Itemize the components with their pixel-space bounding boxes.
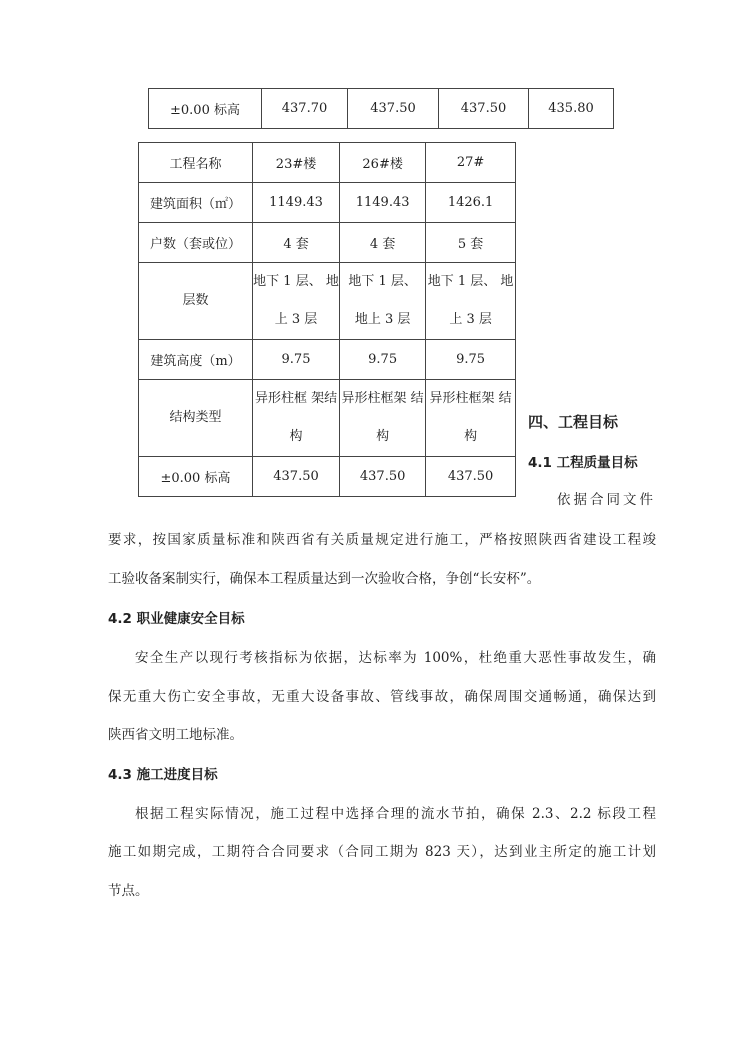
table-cell: 地下 1 层、 地上 3 层 bbox=[340, 263, 426, 340]
paragraph-line: 依据合同文件 bbox=[557, 492, 656, 508]
table-cell: 435.80 bbox=[529, 89, 614, 129]
table-cell: 437.70 bbox=[262, 89, 348, 129]
table-cell: 建筑面积（㎡） bbox=[139, 183, 253, 223]
table-cell: 437.50 bbox=[348, 89, 439, 129]
table-cell: 437.50 bbox=[340, 457, 426, 497]
table-cell: 工程名称 bbox=[139, 143, 253, 183]
heading-4-3: 4.3 施工进度目标 bbox=[108, 767, 218, 783]
table-row bbox=[139, 143, 516, 183]
table-cell: 异形柱框架 结构 bbox=[340, 380, 426, 457]
table-cell: 437.50 bbox=[426, 457, 516, 497]
table-cell: 9.75 bbox=[340, 340, 426, 380]
paragraph-line: 保无重大伤亡安全事故，无重大设备事故、管线事故，确保周围交通畅通，确保达到 bbox=[108, 689, 656, 705]
table-row bbox=[139, 223, 516, 263]
paragraph-line: 安全生产以现行考核指标为依据，达标率为 100%，杜绝重大恶性事故发生，确 bbox=[135, 650, 656, 666]
table-cell: ±0.00 标高 bbox=[139, 457, 253, 497]
table-cell: 23#楼 bbox=[252, 143, 339, 183]
table-cell: 4 套 bbox=[340, 223, 426, 263]
table-cell: 1149.43 bbox=[252, 183, 339, 223]
heading-4-1: 4.1 工程质量目标 bbox=[528, 455, 638, 471]
paragraph-line: 根据工程实际情况，施工过程中选择合理的流水节拍，确保 2.3、2.2 标段工程 bbox=[135, 806, 656, 822]
table-cell: ±0.00 标高 bbox=[149, 89, 262, 129]
table-cell: 27# bbox=[426, 143, 516, 183]
table-cell: 5 套 bbox=[426, 223, 516, 263]
table-row bbox=[139, 457, 516, 497]
table-row bbox=[139, 183, 516, 223]
paragraph-line: 节点。 bbox=[108, 883, 149, 899]
table-cell: 437.50 bbox=[439, 89, 529, 129]
table-cell: 4 套 bbox=[252, 223, 339, 263]
table-cell: 结构类型 bbox=[139, 380, 253, 457]
table-cell: 异形柱框架 结构 bbox=[426, 380, 516, 457]
table-cell: 户数（套或位） bbox=[139, 223, 253, 263]
table-cell: 层数 bbox=[139, 263, 253, 340]
paragraph-line: 陕西省文明工地标准。 bbox=[108, 727, 243, 743]
table-row bbox=[139, 263, 516, 340]
table-row bbox=[149, 89, 614, 129]
paragraph-line: 要求，按国家质量标准和陕西省有关质量规定进行施工，严格按照陕西省建设工程竣 bbox=[108, 532, 656, 548]
table-row bbox=[139, 340, 516, 380]
table-cell: 26#楼 bbox=[340, 143, 426, 183]
paragraph-line: 施工如期完成，工期符合合同要求（合同工期为 823 天），达到业主所定的施工计划 bbox=[108, 844, 656, 860]
table-cell: 建筑高度（m） bbox=[139, 340, 253, 380]
paragraph-line: 工验收备案制实行，确保本工程质量达到一次验收合格，争创“长安杯”。 bbox=[108, 571, 541, 587]
table-cell: 1426.1 bbox=[426, 183, 516, 223]
table-cell: 异形柱框 架结构 bbox=[252, 380, 339, 457]
heading-4-2: 4.2 职业健康安全目标 bbox=[108, 611, 245, 627]
table-row bbox=[139, 380, 516, 457]
table-cell: 437.50 bbox=[252, 457, 339, 497]
table-cell: 地下 1 层、 地上 3 层 bbox=[426, 263, 516, 340]
table-cell: 9.75 bbox=[252, 340, 339, 380]
table-cell: 9.75 bbox=[426, 340, 516, 380]
section-title: 四、工程目标 bbox=[528, 413, 619, 431]
table-cell: 地下 1 层、 地上 3 层 bbox=[252, 263, 339, 340]
elevation-table-top bbox=[148, 88, 614, 129]
building-info-table bbox=[138, 142, 516, 497]
table-cell: 1149.43 bbox=[340, 183, 426, 223]
